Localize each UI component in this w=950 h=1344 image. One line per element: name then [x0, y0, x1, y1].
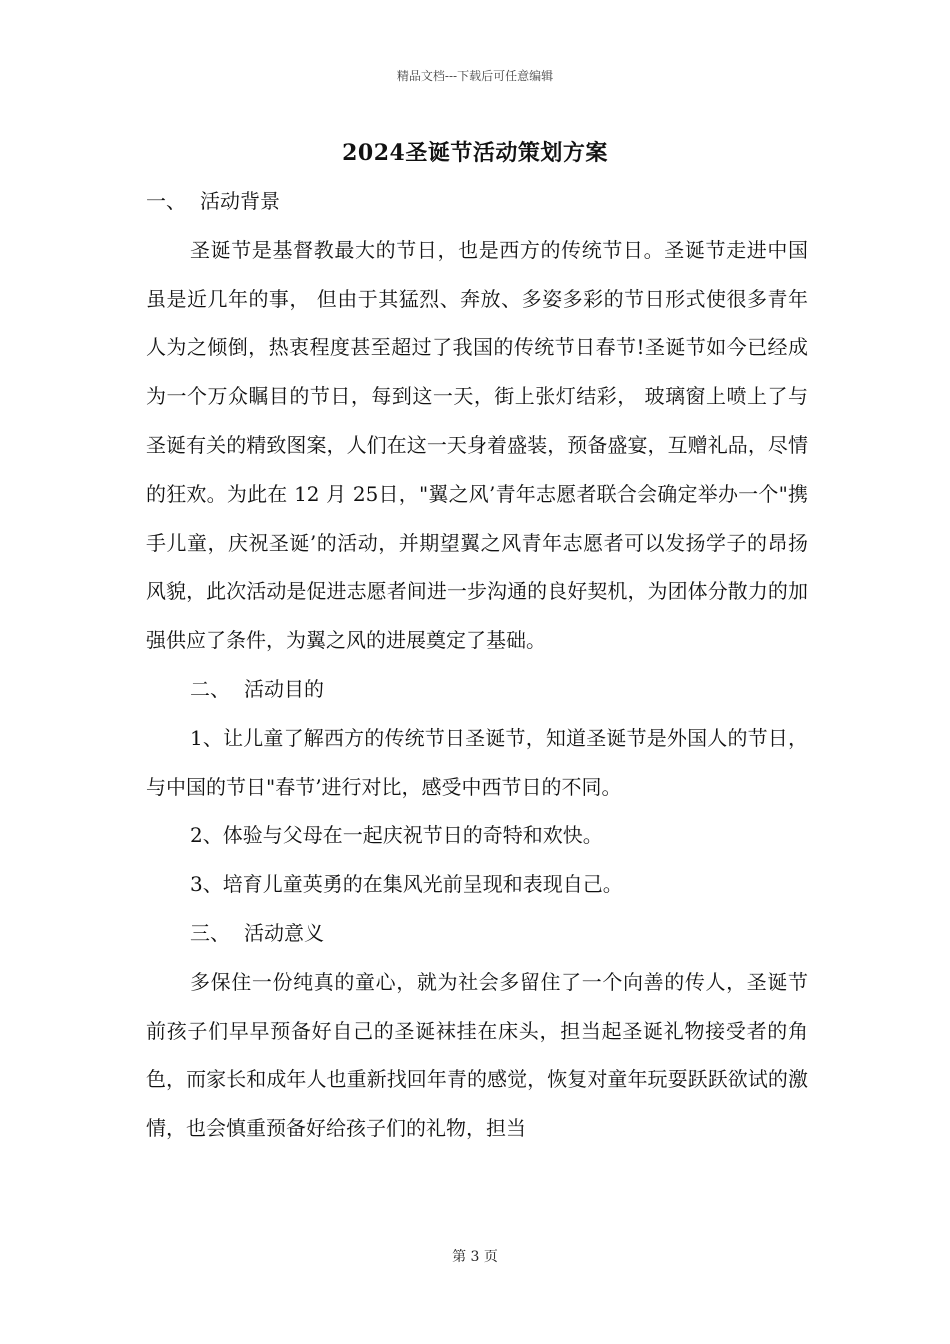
purpose-item-1: 1、让儿童了解西方的传统节日圣诞节，知道圣诞节是外国人的节日，与中国的节日"春节’进行对比，感受中西节日的不同。	[146, 725, 808, 799]
section-heading-significance	[146, 909, 808, 958]
section-title: 活动目的	[244, 676, 324, 701]
purpose-item-2: 2、体验与父母在一起庆祝节日的奇特和欢快。	[190, 823, 603, 848]
section-heading-background	[146, 177, 808, 226]
section-number: 三、	[190, 920, 230, 945]
document-body	[146, 177, 808, 1153]
section-title: 活动背景	[200, 189, 280, 213]
purpose-item-3: 3、培育儿童英勇的在集风光前呈现和表现自己。	[190, 872, 623, 897]
paragraph-significance: 多保住一份纯真的童心，就为社会多留住了一个向善的传人，圣诞节前孩子们早早预备好自己的圣诞袜挂在床头，担当起圣诞礼物接受者的角色，而家长和成年人也重新找回年青的感觉，恢复对童年玩耍跃跃欲试的激情，也会慎重预备好给孩子们的礼物，担当	[146, 969, 808, 1141]
section-number: 一、	[146, 189, 186, 213]
page-header: 精品文档---下载后可任意编辑	[396, 69, 554, 83]
section-number: 二、	[190, 676, 230, 701]
page-number: 第 3 页	[452, 1249, 498, 1265]
paragraph-background: 圣诞节是基督教最大的节日，也是西方的传统节日。圣诞节走进中国虽是近几年的事， 但由于其猛烈、奔放、多姿多彩的节日形式使很多青年人为之倾倒，热衷程度甚至超过了我国的传统节日春节!圣诞节如今已经成为一个万众瞩目的节日，每到这一天，街上张灯结彩， 玻璃窗上喷上了与圣诞有关的精致图案，人们在这一天身着盛装，预备盛宴，互赠礼品，尽情的狂欢。为此在 12 月 25日，"翼之风’青年志愿者联合会确定举办一个"携手儿童，庆祝圣诞’的活动，并期望翼之风青年志愿者可以发扬学子的昂扬风貌，此次活动是促进志愿者间进一步沟通的良好契机，为团体分散力的加强供应了条件，为翼之风的进展奠定了基础。	[146, 237, 808, 653]
section-title: 活动意义	[244, 920, 324, 945]
document-title: 2024圣诞节活动策划方案	[342, 140, 608, 166]
section-heading-purpose	[146, 665, 808, 714]
